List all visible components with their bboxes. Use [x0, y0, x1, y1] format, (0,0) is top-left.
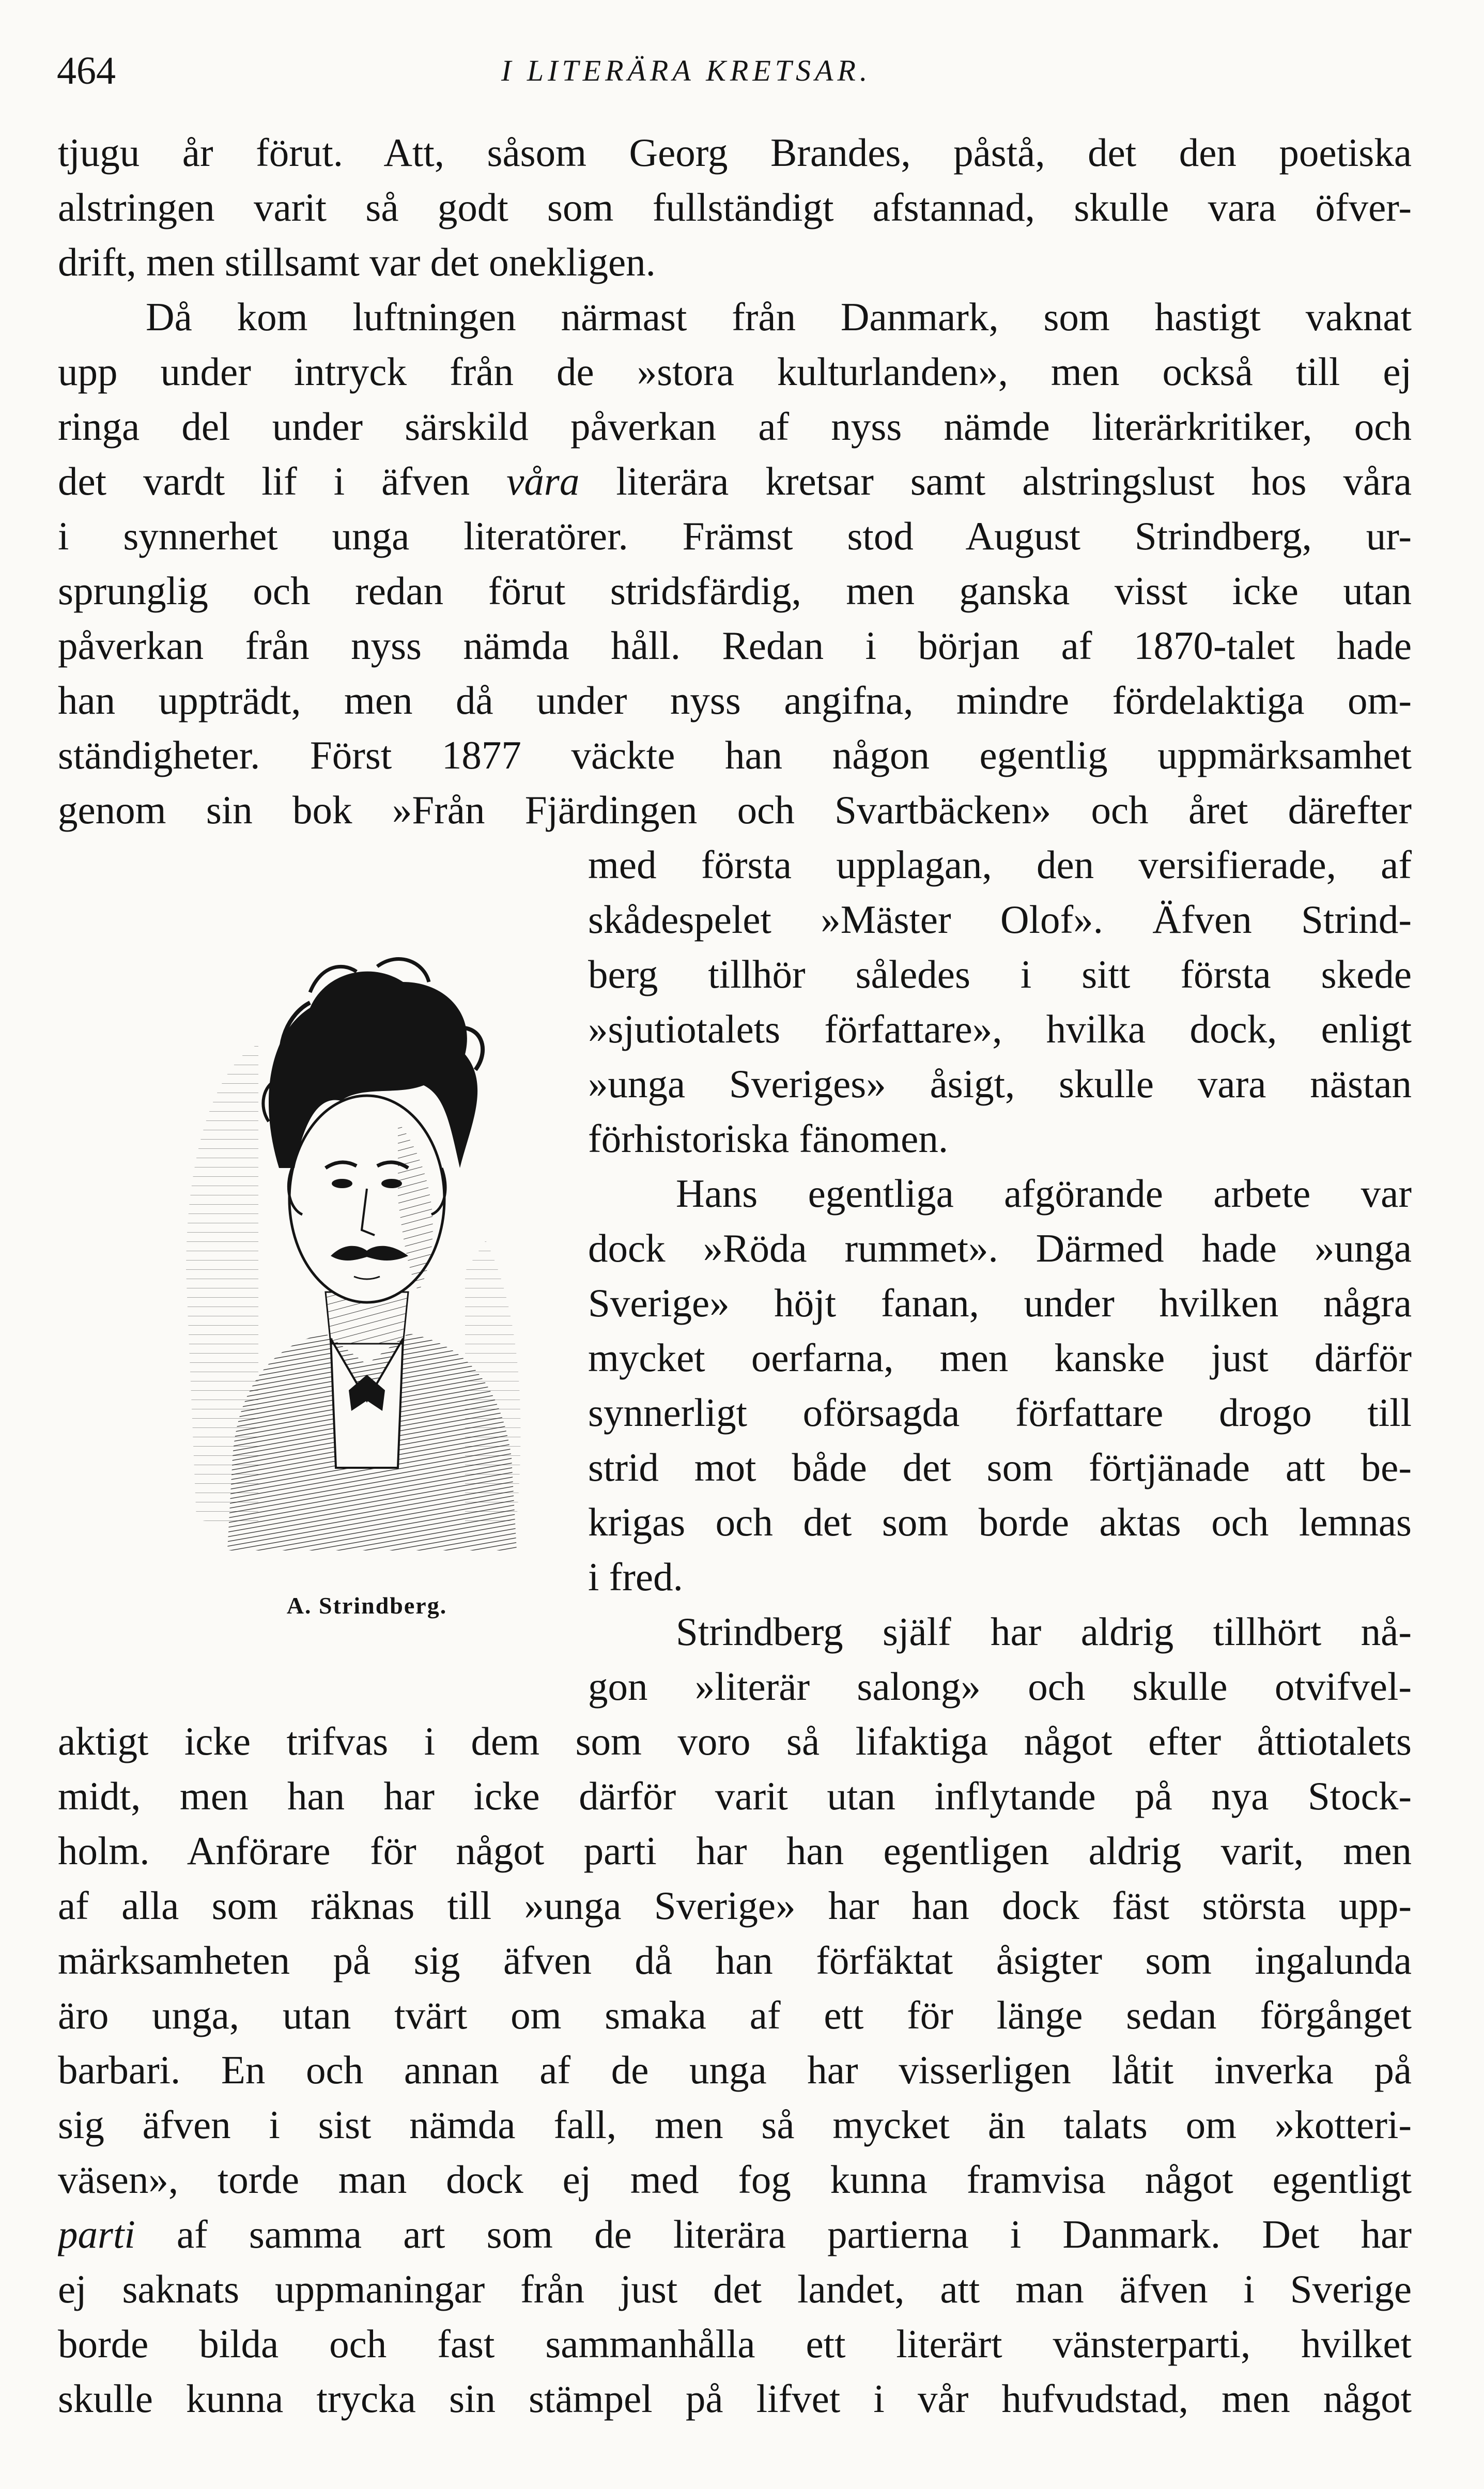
- text-line: Sverige» höjt fanan, under hvilken några: [588, 1281, 1412, 1325]
- text-line: upp under intryck från de »stora kulturlanden», men också till ej: [58, 349, 1412, 394]
- text-line: midt, men han har icke därför varit utan inflytande på nya Stock-: [58, 1774, 1412, 1818]
- text-line: sig äfven i sist nämda fall, men så mycket än talats om »kotteri-: [58, 2102, 1412, 2147]
- text-line: sprunglig och redan förut stridsfärdig, men ganska visst icke utan: [58, 569, 1412, 613]
- text-line: äro unga, utan tvärt om smaka af ett för länge sedan förgånget: [58, 1993, 1412, 2037]
- text-line: Strindberg själf har aldrig tillhört nå-: [676, 1609, 1412, 1654]
- text-line: skådespelet »Mäster Olof». Äfven Strind-: [588, 897, 1412, 942]
- strindberg-portrait-engraving: [155, 879, 579, 1592]
- portrait-caption: A. Strindberg.: [286, 1592, 447, 1619]
- text-line: i synnerhet unga literatörer. Främst stod August Strindberg, ur-: [58, 514, 1412, 558]
- text-line: »unga Sveriges» åsigt, skulle vara nästan: [588, 1062, 1412, 1106]
- text-line: det vardt lif i äfven våra literära kretsar samt alstringslust hos våra: [58, 459, 1412, 503]
- text-line: drift, men stillsamt var det onekligen.: [58, 240, 656, 284]
- text-line: genom sin bok »Från Fjärdingen och Svartbäcken» och året därefter: [58, 788, 1412, 832]
- text-line: ringa del under särskild påverkan af nyss nämde literärkritiker, och: [58, 404, 1412, 449]
- text-line: förhistoriska fänomen.: [588, 1116, 949, 1161]
- text-line: med första upplagan, den versifierade, af: [588, 842, 1412, 887]
- text-line: påverkan från nyss nämda håll. Redan i början af 1870-talet hade: [58, 623, 1412, 668]
- page-number: 464: [57, 49, 116, 93]
- text-line: i fred.: [588, 1555, 683, 1599]
- text-line: Hans egentliga afgörande arbete var: [676, 1171, 1412, 1216]
- text-line: ej saknats uppmaningar från just det landet, att man äfven i Sverige: [58, 2267, 1412, 2311]
- text-line: tjugu år förut. Att, såsom Georg Brandes, påstå, det den poetiska: [58, 130, 1412, 175]
- text-line: barbari. En och annan af de unga har visserligen låtit inverka på: [58, 2048, 1412, 2092]
- text-line: strid mot både det som förtjänade att be-: [588, 1445, 1412, 1489]
- text-line: dock »Röda rummet». Därmed hade »unga: [588, 1226, 1412, 1270]
- text-line: ständigheter. Först 1877 väckte han någon egentlig uppmärksamhet: [58, 733, 1412, 777]
- text-line: alstringen varit så godt som fullständigt afstannad, skulle vara öfver-: [58, 185, 1412, 229]
- running-title: I LITERÄRA KRETSAR.: [501, 54, 872, 87]
- text-line: gon »literär salong» och skulle otvifvel-: [588, 1664, 1412, 1709]
- text-line: »sjutiotalets författare», hvilka dock, enligt: [588, 1007, 1412, 1051]
- text-line: af alla som räknas till »unga Sverige» har han dock fäst största upp-: [58, 1883, 1412, 1928]
- italic-word: parti: [58, 2212, 135, 2256]
- italic-word: våra: [506, 459, 580, 503]
- text-line: parti af samma art som de literära partierna i Danmark. Det har: [58, 2212, 1412, 2256]
- text-line: berg tillhör således i sitt första skede: [588, 952, 1412, 996]
- text-line: han uppträdt, men då under nyss angifna, mindre fördelaktiga om-: [58, 678, 1412, 723]
- text-line: skulle kunna trycka sin stämpel på lifvet i vår hufvudstad, men något: [58, 2376, 1412, 2421]
- text-line: borde bilda och fast sammanhålla ett literärt vänsterparti, hvilket: [58, 2322, 1412, 2366]
- page-header: [57, 42, 1400, 99]
- text-line: mycket oerfarna, men kanske just därför: [588, 1335, 1412, 1380]
- text-line: märksamheten på sig äfven då han förfäktat åsigter som ingalunda: [58, 1938, 1412, 1983]
- text-line: Då kom luftningen närmast från Danmark, som hastigt vaknat: [146, 295, 1412, 339]
- text-line: aktigt icke trifvas i dem som voro så lifaktiga något efter åttiotalets: [58, 1719, 1412, 1763]
- text-line: synnerligt oförsagda författare drogo till: [588, 1390, 1412, 1435]
- text-line: väsen», torde man dock ej med fog kunna framvisa något egentligt: [58, 2157, 1412, 2202]
- text-line: holm. Anförare för något parti har han egentligen aldrig varit, men: [58, 1829, 1412, 1873]
- text-line: krigas och det som borde aktas och lemnas: [588, 1500, 1412, 1544]
